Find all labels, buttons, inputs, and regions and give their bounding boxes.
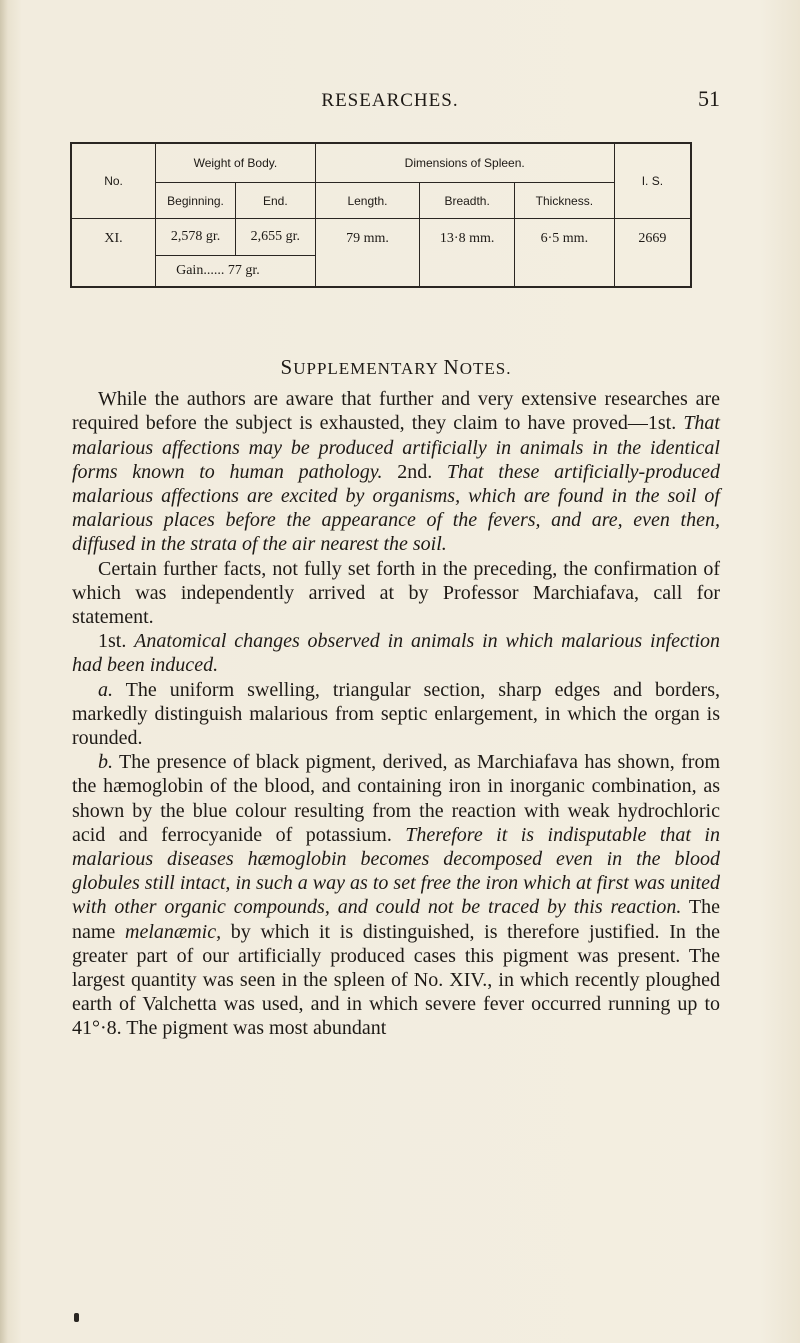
ink-mark [74, 1313, 79, 1322]
paragraph-b: b. The presence of black pigment, derived, as Marchiafava has shown, from the hæmoglobin of the blood, and containing iron in inorganic combination, as shown by the blue colour resulting from the reaction with weak hydrochloric acid and ferrocyanide of potassium. Therefore it is indisputable that in malarious diseases hæmoglobin becomes decomposed even in the blood globules still intact, in such a way as to set free the iron which at first was united with other organic compounds, and could not be traced by this reaction. The name melanæmic, by which it is distinguished, is therefore justified. In the greater part of our artificially produced cases this pigment was present. The largest quantity was seen in the spleen of No. XIV., in which recently ploughed earth of Valchetta was used, and in which severe fever occurred running up to 41°·8. The pigment was most abundant [72, 751, 721, 1040]
cell-beginning: 2,578 gr. [156, 219, 236, 256]
paragraph-claims: While the authors are aware that further and very extensive researches are required before the subject is exhausted, they claim to have proved—1st. That malarious affections may be produced artificially in animals in the identical forms known to human pathology. 2nd. That these artificially-produced malarious affections are excited by organisms, which are found in the soil of malarious places before the appearance of the fevers, and are, even then, diffused in the strata of the air nearest the soil. [72, 388, 720, 556]
cell-breadth: 13·8 mm. [420, 219, 515, 288]
subheader-thickness: Thickness. [514, 183, 614, 219]
subheader-length: Length. [315, 183, 420, 219]
header-is: I. S. [614, 143, 691, 219]
subheader-beginning: Beginning. [156, 183, 236, 219]
header-no: No. [71, 143, 156, 219]
subheader-breadth: Breadth. [420, 183, 515, 219]
page-number: 51 [698, 86, 720, 111]
cell-is: 2669 [614, 219, 691, 288]
paragraph-further-facts: Certain further facts, not fully set forth in the preceding, the confirmation of which was independently arrived at by Professor Marchiafava, call for statement. [72, 557, 720, 629]
spleen-table [70, 142, 692, 288]
paragraph-anatomical-heading: 1st. Anatomical changes observed in animals in which malarious infection had been induced. [72, 630, 720, 677]
running-title: RESEARCHES. [321, 90, 459, 111]
gain-label: Gain...... [176, 263, 225, 278]
gain-value: 77 gr. [227, 263, 260, 278]
header-weight: Weight of Body. [156, 143, 316, 183]
table-row [71, 219, 691, 256]
cell-length: 79 mm. [315, 219, 420, 288]
notes-heading: SUPPLEMENTARY NOTES. [280, 355, 512, 379]
cell-end: 2,655 gr. [235, 219, 315, 256]
paragraph-a: a. The uniform swelling, triangular section, sharp edges and borders, markedly distinguish malarious from septic enlargement, in which the organ is rounded. [72, 678, 720, 750]
running-head [60, 86, 720, 116]
notes-section [72, 355, 720, 1041]
subheader-end: End. [235, 183, 315, 219]
cell-thickness: 6·5 mm. [514, 219, 614, 288]
cell-no: XI. [71, 219, 156, 288]
header-dimensions: Dimensions of Spleen. [315, 143, 614, 183]
cell-gain [156, 256, 316, 288]
